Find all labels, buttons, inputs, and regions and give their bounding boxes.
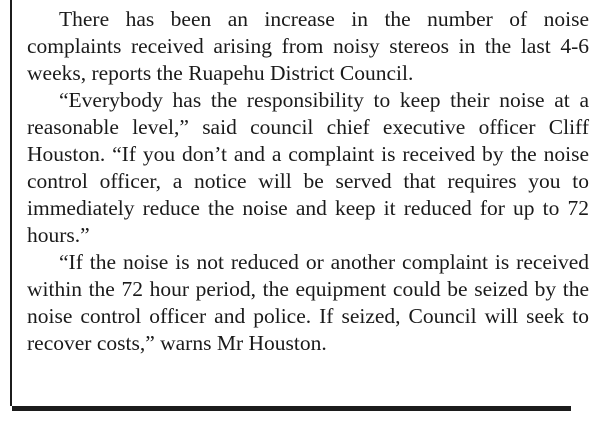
- article-paragraph-2: “Everybody has the responsibility to keep their noise at a reasonable level,” said council chief executive officer Cliff Houston. “If you don’t and a complaint is received by the noise control officer, a notice will be served that requires you to immediately reduce the noise and keep it reduced for up to 72 hours.”: [27, 88, 589, 247]
- column-rule-left: [10, 0, 12, 406]
- article-paragraph-1: There has been an increase in the number of noise complaints received arising from noisy stereos in the last 4-6 weeks, reports the Ruapehu District Council.: [27, 7, 589, 85]
- article-paragraph-3: “If the noise is not reduced or another complaint is received within the 72 hour period, the equipment could be seized by the noise control officer and police. If seized, Council will seek to recover costs,” warns Mr Houston.: [27, 250, 589, 355]
- article-body: [27, 6, 589, 357]
- column-rule-bottom: [12, 406, 571, 411]
